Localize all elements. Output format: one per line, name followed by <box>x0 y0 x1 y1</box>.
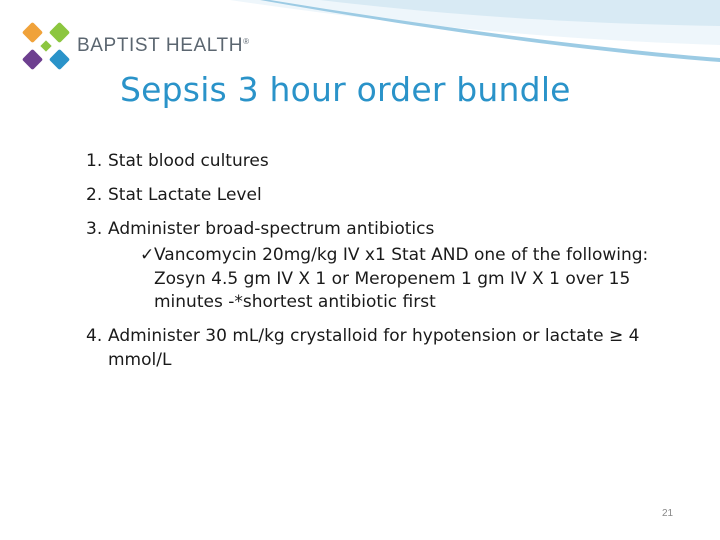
registered-mark: ® <box>243 37 250 46</box>
sub-item-text: Vancomycin 20mg/kg IV x1 Stat AND one of the following: Zosyn 4.5 gm IV X 1 or Meropenem 1 gm IV X 1 over 15 minutes -*shortest antibiotic first <box>154 245 649 312</box>
slide-title: Sepsis 3 hour order bundle <box>120 70 571 109</box>
item-text: Administer broad-spectrum antibiotics <box>108 219 435 239</box>
item-number: 2. <box>86 185 103 205</box>
page-number: 21 <box>662 508 674 519</box>
slide-body <box>86 150 686 383</box>
brand-name <box>77 35 250 57</box>
list-item <box>86 184 686 208</box>
brand-text: BAPTIST HEALTH <box>77 35 244 56</box>
baptist-health-logo-icon <box>22 22 70 70</box>
sub-item <box>86 244 686 315</box>
list-item <box>86 218 686 242</box>
item-text: Administer 30 mL/kg crystalloid for hypotension or lactate ≥ 4 mmol/L <box>108 326 640 370</box>
item-number: 4. <box>86 326 103 346</box>
checkmark-icon: ✓ <box>140 245 155 265</box>
list-item <box>86 325 686 372</box>
item-text: Stat blood cultures <box>108 151 269 171</box>
item-text: Stat Lactate Level <box>108 185 262 205</box>
list-item <box>86 150 686 174</box>
item-number: 3. <box>86 219 103 239</box>
item-number: 1. <box>86 151 103 171</box>
